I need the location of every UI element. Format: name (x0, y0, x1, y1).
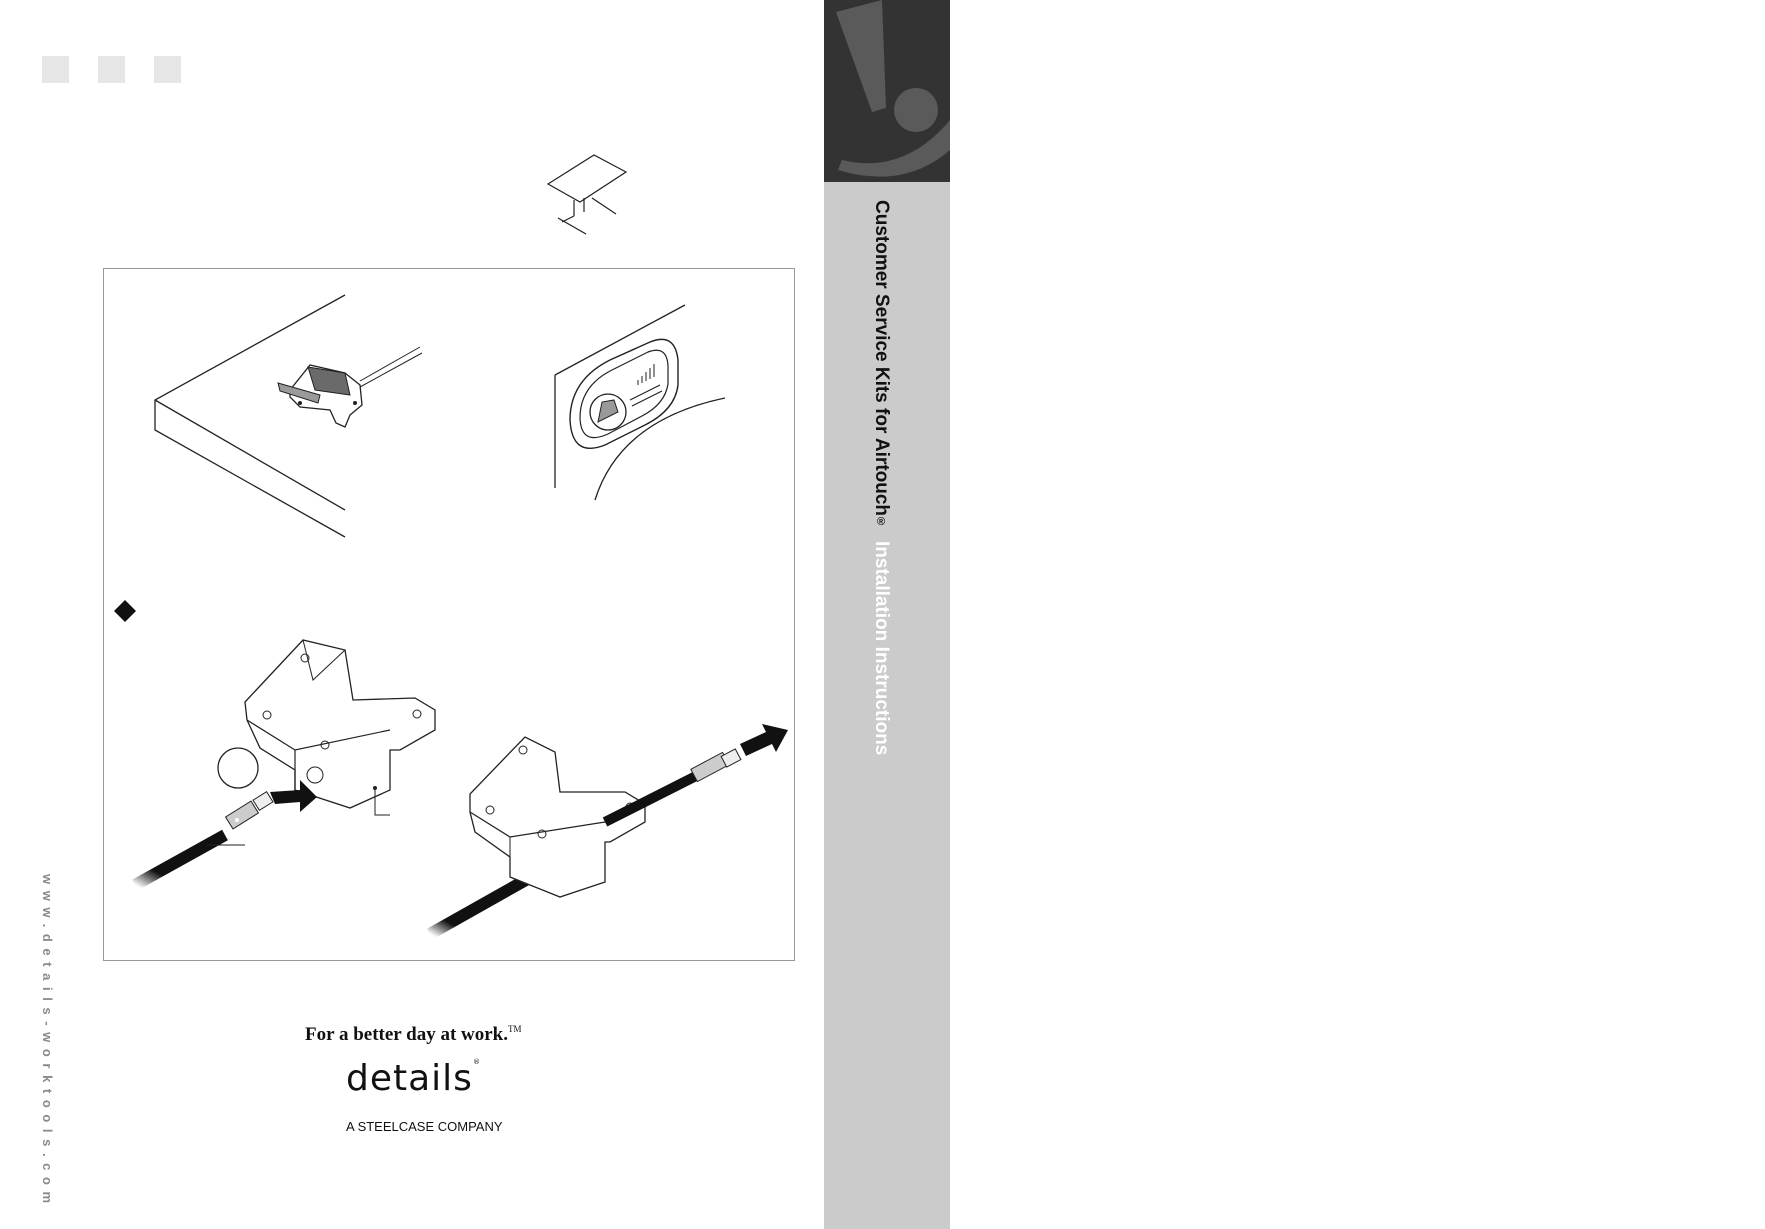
sidebar-title (870, 200, 892, 756)
header-square-2 (98, 56, 125, 83)
bracket-cable-insert-illustration (135, 640, 445, 895)
sidebar-title-text: Customer Service Kits for Airtouch (871, 200, 892, 517)
website-url: www.details-worktools.com (40, 874, 55, 1210)
sidebar-header-graphic (824, 0, 950, 182)
desk-thumbnail-icon (544, 150, 628, 240)
tagline: For a better day at work.™ (305, 1024, 522, 1045)
desk-paddle-illustration (150, 295, 430, 545)
sidebar-logo: details® (1660, 1120, 1765, 1151)
registered-mark: ® (875, 516, 887, 529)
header-square-1 (42, 56, 69, 83)
sidebar-subtitle: Installation Instructions (871, 541, 892, 756)
step-circle-icon (215, 745, 261, 791)
bracket-cable-pull-illustration (430, 722, 790, 937)
step-diamond-icon (114, 600, 136, 622)
header-square-3 (154, 56, 181, 83)
exclamation-icon (824, 0, 950, 182)
company-name: A STEELCASE COMPANY (346, 1119, 503, 1134)
control-dial-illustration (550, 300, 730, 500)
footer-logo: details® (346, 1058, 481, 1099)
